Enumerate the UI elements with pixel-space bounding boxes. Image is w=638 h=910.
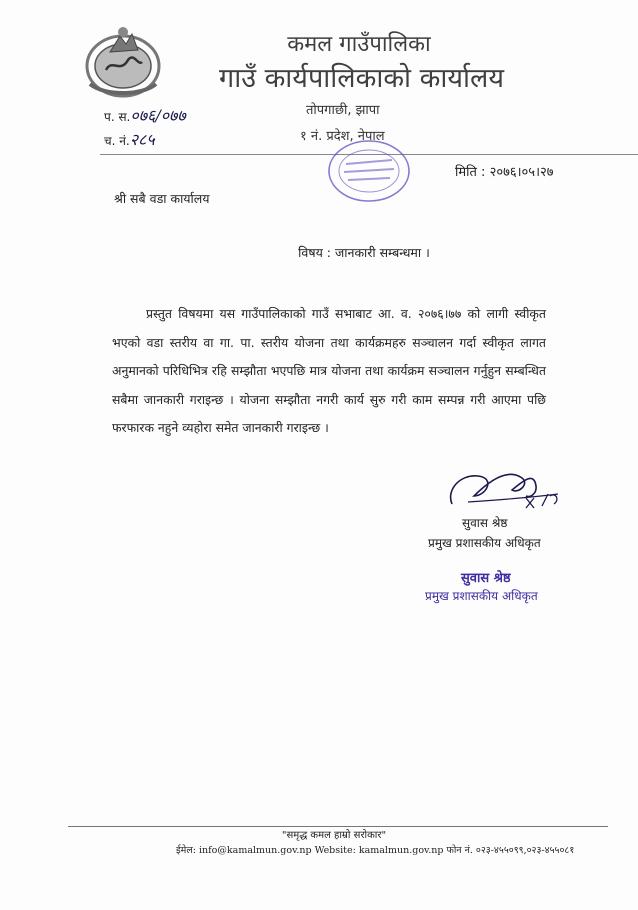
reference-ps xyxy=(104,104,186,126)
date xyxy=(455,162,554,180)
office-name: गाउँ कार्यपालिकाको कार्यालय xyxy=(219,63,504,94)
address-line-2: १ नं. प्रदेश, नेपाल xyxy=(300,129,385,144)
date-value: २०७६।०५।२७ xyxy=(489,165,554,180)
subject-line: विषय : जानकारी सम्बन्धमा । xyxy=(298,245,430,260)
footer-contact: ईमेल: info@kamalmun.gov.np Website: kamalmun.gov.np फोन नं. ०२३-४५५०९९,०२३-४५५०८१ xyxy=(176,845,575,856)
address-line-1: तोपगाछी, झापा xyxy=(306,103,380,118)
reference-cn-label: च. नं. xyxy=(104,134,130,148)
signatory-name: सुवास श्रेष्ठ xyxy=(462,516,508,530)
letter-body: प्रस्तुत विषयमा यस गाउँपालिकाको गाउँ सभाबाट आ. व. २०७६।७७ को लागी स्वीकृत भएको वडा स्तरीय वा गा. पा. स्तरीय योजना तथा कार्यक्रमहरु सञ्चालन गर्दा स्वीकृत लागत अनुमानको परिधिभित्र रहि सम्झौता भएपछि मात्र योजना तथा कार्यक्रम सञ्चालन गर्नुहुन सम्बन्धित सबैमा जानकारी गराइन्छ । योजना सम्झौता नगरी कार्य सुरु गरी काम सम्पन्न गरी आएमा पछि फरफारक नहुने व्यहोरा समेत जानकारी गराइन्छ । xyxy=(112,306,546,435)
footer-slogan: "समृद्ध कमल हाम्रो सरोकार" xyxy=(281,830,387,841)
handwritten-signature xyxy=(438,450,568,520)
office-seal-stamp xyxy=(326,138,412,204)
date-label: मिति : xyxy=(455,165,486,180)
signatory-title: प्रमुख प्रशासकीय अधिकृत xyxy=(428,536,541,550)
reference-cn xyxy=(104,128,155,150)
stamped-title: प्रमुख प्रशासकीय अधिकृत xyxy=(425,589,538,603)
reference-ps-value: ०७६/०७७ xyxy=(130,106,186,125)
reference-cn-value: २८५ xyxy=(129,130,155,149)
stamped-name: सुवास श्रेष्ठ xyxy=(461,571,511,586)
recipient: श्री सबै वडा कार्यालय xyxy=(114,191,210,206)
reference-ps-label: प. स. xyxy=(104,110,131,124)
organization-name: कमल गाउँपालिका xyxy=(287,32,431,57)
